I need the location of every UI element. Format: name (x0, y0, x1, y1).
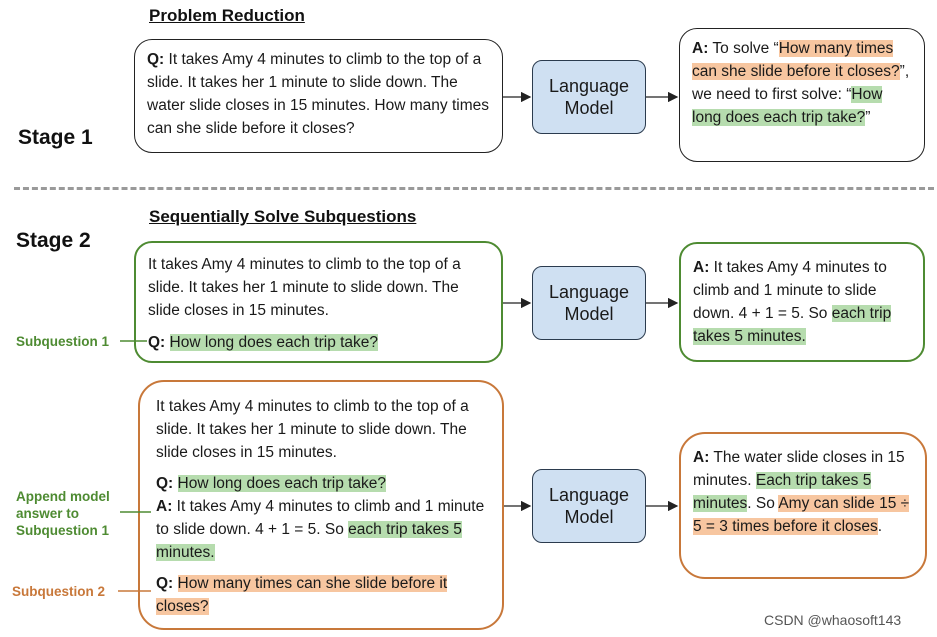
answer-end: . (877, 518, 883, 535)
a-prefix: A: (156, 498, 173, 515)
answer-highlight-green: Each trip takes 5 minutes (693, 472, 872, 512)
q-prefix: Q: (156, 575, 174, 592)
q-prefix: Q: (156, 475, 174, 492)
language-model-box: Language Model (532, 469, 646, 543)
answer-mid: . So (747, 495, 779, 512)
watermark: CSDN @whaosoft143 (764, 612, 902, 628)
a-prefix: A: (692, 40, 709, 57)
context-text: It takes Amy 4 minutes to climb to the top of a slide. It takes her 1 minute to slide down. The slide closes in 15 minutes. (148, 256, 461, 319)
sequential-solve-title: Sequentially Solve Subquestions (149, 207, 417, 226)
a-prefix: A: (693, 449, 710, 466)
context-text: It takes Amy 4 minutes to climb to the top of a slide. It takes her 1 minute to slide down. The slide closes in 15 minutes. (156, 398, 469, 461)
q-prefix: Q: (147, 51, 165, 68)
q-prefix: Q: (148, 334, 166, 351)
subquestion2-side-label: Subquestion 2 (12, 584, 106, 599)
stage-1-label: Stage 1 (18, 126, 93, 149)
highlight-main-question: How many times can she slide before it closes? (692, 40, 900, 80)
answer-end: ” (865, 109, 871, 126)
language-model-box: Language Model (532, 60, 646, 134)
stage-2-label: Stage 2 (16, 229, 91, 252)
question-text: It takes Amy 4 minutes to climb to the top of a slide. It takes her 1 minute to slide down. The water slide closes in 15 minutes. How many times can she slide before it closes? (147, 51, 489, 137)
a-prefix: A: (693, 259, 710, 276)
language-model-box: Language Model (532, 266, 646, 340)
answer-highlight: each trip takes 5 minutes. (693, 305, 892, 345)
answer-text: The water slide closes in 15 minutes. (693, 449, 905, 489)
answer-intro: To solve “ (712, 40, 779, 57)
answer-mid: ”, we need to first solve: “ (692, 63, 910, 103)
subquestion1-text: How long does each trip take? (169, 334, 379, 351)
problem-reduction-title: Problem Reduction (149, 6, 305, 25)
subquestion1-text: How long does each trip take? (177, 475, 387, 492)
appended-answer-text: It takes Amy 4 minutes to climb and 1 minute to slide down. 4 + 1 = 5. So (156, 498, 485, 538)
append-answer-side-label: Append model answer to Subquestion 1 (16, 489, 110, 538)
answer-highlight-orange: Amy can slide 15 ÷ 5 = 3 times before it closes (693, 495, 910, 535)
answer-text: It takes Amy 4 minutes to climb and 1 minute to slide down. 4 + 1 = 5. So (693, 259, 887, 322)
appended-answer-highlight: each trip takes 5 minutes. (156, 521, 462, 561)
subquestion2-text: How many times can she slide before it closes? (156, 575, 448, 615)
subquestion1-side-label: Subquestion 1 (16, 334, 110, 349)
highlight-subquestion: How long does each trip take? (692, 86, 883, 126)
